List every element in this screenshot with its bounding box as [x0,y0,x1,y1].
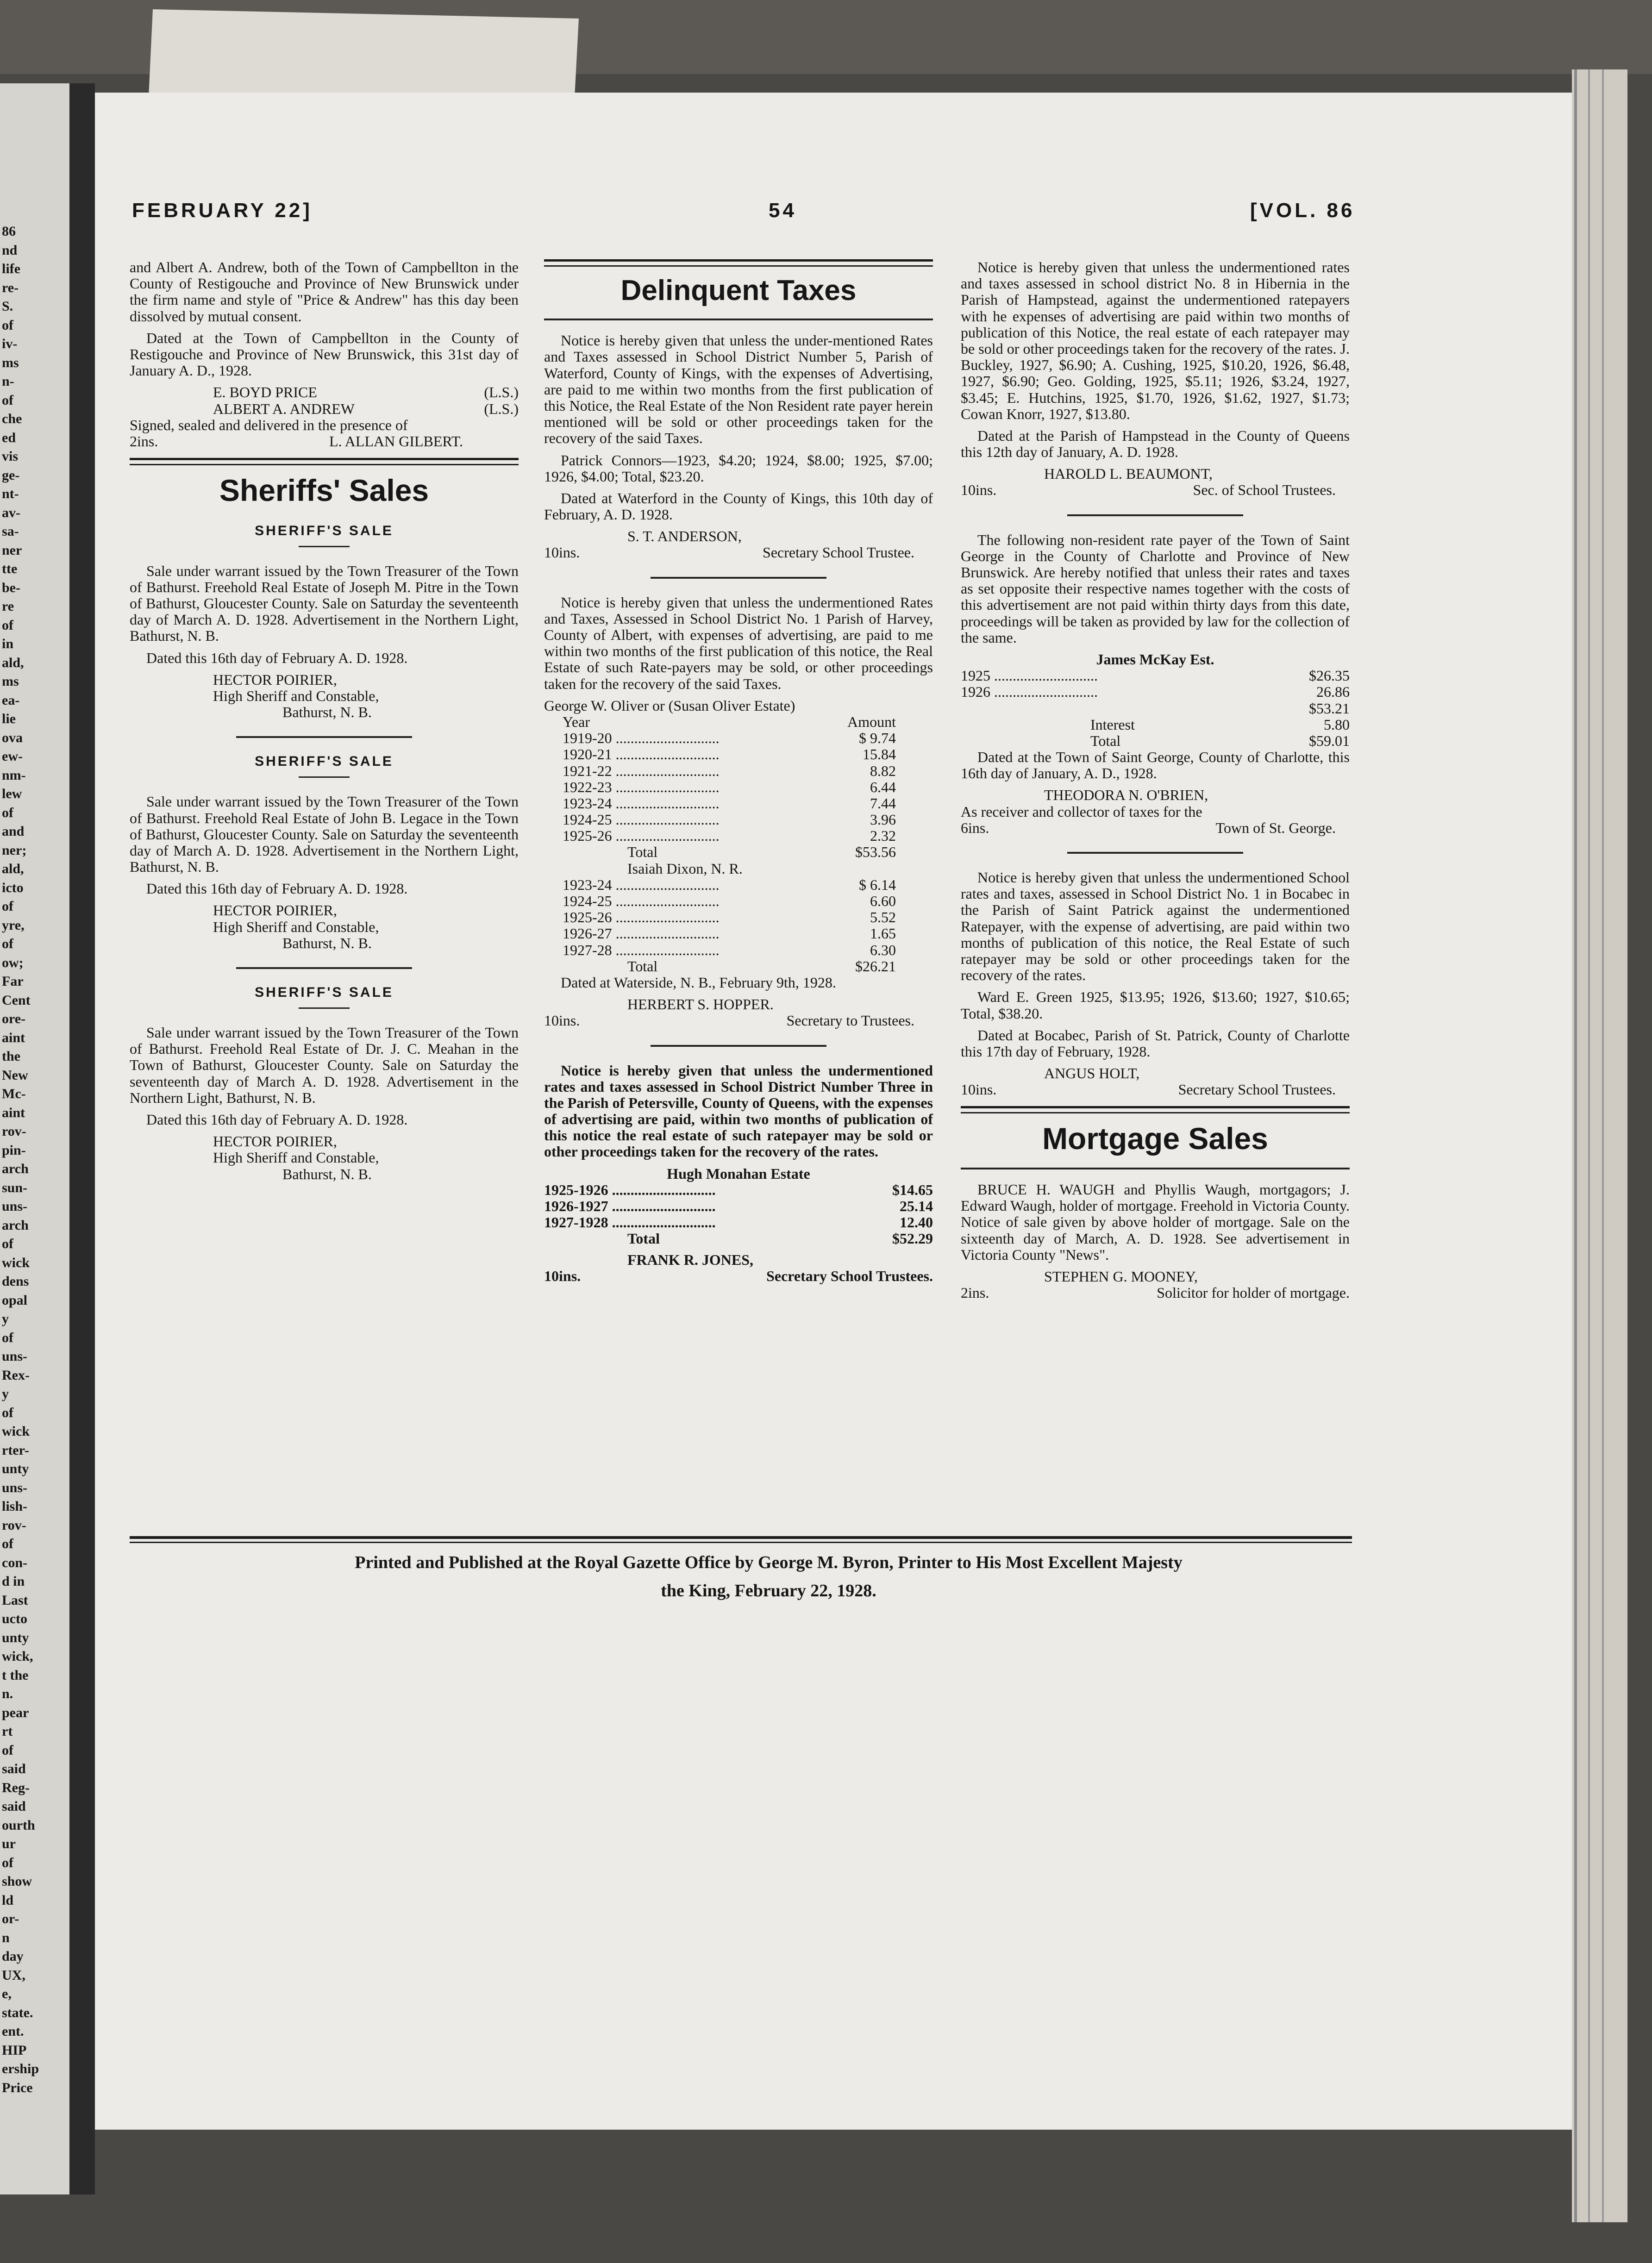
margin-fragment: arch [2,1217,29,1233]
table-row [544,942,896,958]
heading-sheriffs-sales: Sheriffs' Sales [219,473,429,508]
header-date: FEBRUARY 22] [132,199,313,222]
sheriff-sale-text: Sale under warrant issued by the Town Treasurer of the Town of Bathurst. Freehold Real Estate of Dr. J. C. Meahan in the Town of Bathurst, Gloucester County. Sale on Saturday the seventeenth day of March A. D. 1928. Advertisement in the Northern Light, Bathurst, N. B. [130,1024,519,1106]
row-year: 1927-1928 ............................ [544,1214,716,1231]
margin-fragment: ms [2,674,19,689]
row-year: 1921-22 ............................ [563,762,720,779]
margin-fragment: opal [2,1292,28,1308]
margin-fragment: be- [2,580,20,595]
owner-name: Isaiah Dixon, N. R. [627,860,743,877]
margin-fragment: ership [2,2061,39,2076]
margin-fragment: state. [2,2005,33,2020]
margin-fragment: ld [2,1892,14,1908]
margin-fragment: n- [2,374,14,389]
row-year: 1926-27 ............................ [563,925,720,942]
row-amount: 7.44 [870,794,896,812]
sheriff-place: Bathurst, N. B. [282,704,372,721]
margin-fragment: ner; [2,842,27,858]
margin-fragment: UX, [2,1967,25,1983]
margin-fragment: of [2,936,13,951]
header-page-number: 54 [769,199,797,222]
table-row [544,893,896,909]
margin-fragment: said [2,1799,26,1814]
margin-fragment: of [2,1330,13,1345]
table-row [544,795,896,812]
owner-name: James McKay Est. [1096,650,1214,668]
margin-fragment: of [2,392,13,408]
margin-fragment: unty [2,1630,29,1645]
margin-fragment: of [2,805,13,820]
sheriff-sale-3 [130,985,519,1182]
partnership-dated: Dated at the Town of Campbellton in the County of Restigouche and Province of New Brunswick, this 31st day of January A. D., 1928. [130,329,519,379]
row-amount: $14.65 [892,1181,933,1198]
notice-mortgage: BRUCE H. WAUGH and Phyllis Waugh, mortgagors; J. Edward Waugh, holder of mortgage. Freehold in Victoria County. Notice of sale given by above holder of mortgage. Sale on the sixteenth day of March, A. D. 1928. See advertisement in Victoria County "News". STEPHEN G. MOONEY, 2ins. Solicitor for holder of mortgage. [961,1181,1350,1301]
margin-fragment: of [2,1855,13,1870]
row-year: 1926-1927 ............................ [544,1198,716,1214]
row-amount: 25.14 [900,1198,933,1214]
margin-fragment: arch [2,1161,29,1176]
margin-fragment: re- [2,280,19,295]
heading-mortgage-sales: Mortgage Sales [1042,1121,1268,1156]
margin-fragment: nt- [2,486,19,501]
row-amount: 15.84 [863,746,896,763]
signature-line-1: E. BOYD PRICE (L.S.) [213,384,519,401]
sheriff-role: High Sheriff and Constable, [213,687,379,704]
margin-fragment: y [2,1386,9,1401]
row-year: 1925-26 ............................ [563,909,720,926]
margin-fragment: ner [2,542,22,558]
margin-fragment: lish- [2,1499,28,1514]
margin-fragment: of [2,1742,13,1758]
margin-fragment: Last [2,1592,28,1608]
row-year: 1926 ............................ [961,683,1098,700]
tax-table-mckay [961,668,1350,700]
margin-fragment: che [2,411,22,426]
column-3 [961,259,1350,1301]
paper-scrap [148,9,579,106]
notice-saint-george: The following non-resident rate payer of the Town of Saint George in the County of Charlotte and Province of New Brunswick. Are hereby notified that unless their rates and taxes as set opposite their respective names together with the costs of this advertisement are not paid within thirty days from this date, proceedings will be taken as provided by law for the collection of the same. James McKay Est. 1925 ............................ $26.35 1926 ............................ 26.86 $53.21 Interest 5.80 Total $59.01 Dated at the Town of Saint George, County of Charlotte, this 16th day of January, A. D., 1928. THEODORA N. O'BRIEN, As receiver and collector of taxes for the 6ins. Town of St. George. [961,531,1350,836]
sheriff-sale-text: Sale under warrant issued by the Town Treasurer of the Town of Bathurst. Freehold Real Estate of John B. Legace in the Town of Bathurst, Gloucester County. Sale on Saturday the seventeenth day of March A. D. 1928. Advertisement in the Northern Light, Bathurst, N. B. [130,793,519,875]
margin-fragment: tte [2,561,18,576]
margin-fragment: Reg- [2,1780,30,1795]
margin-fragment: ew- [2,749,23,764]
margin-fragment: of [2,1405,13,1420]
margin-fragment: rov- [2,1517,26,1533]
sheriff-name: HECTOR POIRIER, [213,1133,337,1150]
margin-fragment: of [2,1536,13,1551]
sheriff-role: High Sheriff and Constable, [213,918,379,935]
row-year: 1919-20 ............................ [563,730,720,747]
signer-name: THEODORA N. O'BRIEN, [1044,787,1208,804]
header-volume: [VOL. 86 [1250,199,1355,222]
margin-fragment: ur [2,1836,16,1851]
margin-fragment: ourth [2,1817,35,1833]
margin-fragment: ore- [2,1011,26,1026]
column-2 [544,259,933,1284]
margin-fragment: wick [2,1424,30,1439]
row-amount: 12.40 [900,1214,933,1231]
row-amount: 6.60 [870,893,896,909]
margin-fragment: of [2,899,13,914]
table-row [544,925,896,942]
margin-fragment: pin- [2,1142,26,1158]
margin-fragment: yre, [2,917,25,933]
margin-fragment: New [2,1067,28,1083]
margin-fragment: iv- [2,336,18,351]
margin-fragment: rter- [2,1442,29,1458]
margin-fragment: icto [2,880,24,895]
row-year: 1924-25 ............................ [563,893,720,909]
table-row [544,1214,933,1231]
margin-fragment: uns- [2,1199,28,1214]
sheriff-sale-dated: Dated this 16th day of February A. D. 1928. [146,880,408,897]
margin-fragment: S. [2,299,13,314]
margin-fragment: lie [2,711,16,726]
margin-fragment: con- [2,1555,27,1570]
row-year: 1923-24 ............................ [563,876,720,893]
margin-fragment: Far [2,974,24,989]
row-year: 1923-24 ............................ [563,794,720,812]
margin-fragment: t the [2,1667,29,1683]
margin-fragment: uns- [2,1349,28,1364]
notice-petersville: Notice is hereby given that unless the undermentioned rates and taxes assessed in School District Number Three in the Parish of Petersville, County of Queens, with the expenses of advertising are paid, within two months of publication of this notice the real estate of such ratepayer may be sold or other proceedings taken for the recovery of the rates. Hugh Monahan Estate 1925-1926 ............................ $14.65 1926-1927 ............................ 25.14 1927-1928 ............................ 12.40 Total $52.29 FRANK R. JONES, 10ins. Secretary School Trustees. [544,1062,933,1284]
margin-fragment: wick [2,1255,30,1270]
margin-fragment: wick, [2,1649,33,1664]
margin-fragment: or- [2,1911,19,1926]
margin-fragment: y [2,1311,9,1326]
row-year: 1924-25 ............................ [563,811,720,828]
margin-fragment: aint [2,1105,25,1120]
sheriff-sale-title: SHERIFF'S SALE [255,754,394,769]
margin-fragment: nm- [2,767,26,783]
row-amount: 6.30 [870,941,896,958]
table-row [544,746,896,763]
page-stack-edge [1572,69,1627,2222]
margin-fragment: ow; [2,955,24,970]
table-row [544,828,896,844]
margin-fragment: uns- [2,1480,28,1495]
margin-fragment: of [2,1236,13,1251]
margin-fragment: life [2,261,20,276]
margin-fragment: ed [2,430,16,445]
margin-fragment: of [2,317,13,333]
margin-fragment: sa- [2,524,19,539]
margin-fragment: vis [2,449,19,464]
notice-hampstead: Notice is hereby given that unless the undermentioned rates and taxes assessed in school district No. 8 in Hibernia in the Parish of Hampstead, against the undermentioned ratepayers with he expenses of advertising are paid within two months of publication of this Notice, the real estate of each ratepayer may be sold or other proceedings taken for the recovery of the rates. J. Buckley, 1927, $6.90; A. Cushing, 1925, $10.20, 1926, $6.48, 1927, $6.90; Geo. Golding, 1925, $5.11; 1926, $3.24, 1927, $3.45; E. Hutchins, 1925, $1.70, 1926, $1.62, 1927, $1.73; Cowan Knorr, 1927, $13.80. Dated at the Parish of Hampstead in the County of Queens this 12th day of January, A. D. 1928. HAROLD L. BEAUMONT, 10ins. Sec. of School Trustees. [961,259,1350,499]
margin-fragment: said [2,1761,26,1776]
row-year: 1920-21 ............................ [563,746,720,763]
margin-fragment: the [2,1049,20,1064]
column-1 [130,259,519,1182]
signer-name: ANGUS HOLT, [1044,1065,1140,1082]
margin-fragment: e, [2,1986,12,2001]
sheriff-sale-dated: Dated this 16th day of February A. D. 1928. [146,1111,408,1128]
owner-name: George W. Oliver or (Susan Oliver Estate) [544,697,795,714]
heading-delinquent-taxes: Delinquent Taxes [620,275,857,306]
partnership-notice-text: and Albert A. Andrew, both of the Town of Campbellton in the County of Restigouche and Province of New Brunswick under the firm name and style of "Price & Andrew" has this day been dissolved by mutual consent. [130,259,519,325]
left-page-edge [0,83,69,2194]
margin-fragment: Mc- [2,1086,26,1101]
margin-fragment: re [2,599,14,614]
sheriff-place: Bathurst, N. B. [282,934,372,951]
margin-fragment: Cent [2,992,31,1008]
margin-fragment: Price [2,2080,33,2095]
row-amount: 2.32 [870,827,896,844]
margin-fragment: of [2,617,13,633]
sheriff-sale-1 [130,523,519,721]
owner-name: Hugh Monahan Estate [667,1165,810,1182]
margin-fragment: n. [2,1686,13,1701]
row-amount: $ 9.74 [859,730,896,747]
margin-fragment: and [2,824,25,839]
row-amount: $26.35 [1309,667,1350,684]
signature-line-2: ALBERT A. ANDREW (L.S.) [213,400,519,417]
row-year: 1925-26 ............................ [563,827,720,844]
margin-fragment: ea- [2,692,20,708]
row-year: 1925 ............................ [961,667,1098,684]
notice-waterford: Notice is hereby given that unless the under-mentioned Rates and Taxes assessed in School District Number 5, Parish of Waterford, County of Kings, with the expenses of Advertising, are paid to me within two months from the first publication of this Notice, the Real Estate of the Non Resident rate payer herein mentioned will be sold or other proceedings taken for the recovery of the said Taxes. Patrick Connors—1923, $4.20; 1924, $8.00; 1925, $7.00; 1926, $4.00; Total, $23.20. Dated at Waterford in the County of Kings, this 10th day of February, A. D. 1928. S. T. ANDERSON, 10ins. Secretary School Trustee. [544,332,933,561]
table-row [544,763,896,779]
table-row [544,877,896,893]
tax-table-oliver [544,730,933,844]
margin-fragment: ms [2,355,19,370]
margin-fragment: rov- [2,1124,26,1139]
margin-fragment: day [2,1949,24,1964]
row-year: 1927-28 ............................ [563,941,720,958]
table-row [544,730,896,746]
footer-imprint: Printed and Published at the Royal Gazette Office by George M. Byron, Printer to His Most Excellent Majesty the King, February 22, 1928. [355,1553,1183,1600]
row-amount: 8.82 [870,762,896,779]
row-amount: 26.86 [1316,683,1350,700]
margin-fragment: dens [2,1274,29,1289]
sheriff-place: Bathurst, N. B. [282,1165,372,1182]
row-year: 1925-1926 ............................ [544,1181,716,1198]
row-year: 1922-23 ............................ [563,778,720,795]
margin-fragment: lew [2,786,22,801]
table-row [544,779,896,795]
signer-name: FRANK R. JONES, [627,1251,754,1268]
margin-fragment: n [2,1930,10,1945]
margin-fragment: av- [2,505,20,520]
margin-fragment: show [2,1874,32,1889]
sheriff-role: High Sheriff and Constable, [213,1149,379,1166]
sheriff-sale-title: SHERIFF'S SALE [255,523,394,538]
margin-fragment: d in [2,1574,25,1589]
table-row [544,909,896,925]
sheriff-sale-2 [130,754,519,951]
margin-fragment: ova [2,730,23,745]
signer-name: HERBERT S. HOPPER. [627,996,774,1013]
sheriff-sale-text: Sale under warrant issued by the Town Treasurer of the Town of Bathurst. Freehold Real Estate of Joseph M. Pitre in the Town of Bathurst, Gloucester County. Sale on Saturday the seventeenth day of March A. D. 1928. Advertisement in the Northern Light, Bathurst, N. B. [130,562,519,644]
margin-fragment: unty [2,1461,29,1476]
margin-fragment: HIP [2,2042,27,2058]
margin-fragment: in [2,636,14,651]
signer-name: HAROLD L. BEAUMONT, [1044,465,1213,482]
margin-fragment: ent. [2,2024,24,2039]
tax-table-dixon [544,877,933,958]
sheriff-sale-title: SHERIFF'S SALE [255,985,394,1000]
margin-fragment: ald, [2,655,24,670]
table-row [544,812,896,828]
signer-name: S. T. ANDERSON, [627,528,742,545]
row-amount: 1.65 [870,925,896,942]
margin-fragment: aint [2,1030,25,1045]
table-row [961,668,1350,684]
row-amount: 3.96 [870,811,896,828]
sheriff-name: HECTOR POIRIER, [213,671,337,688]
margin-fragment: Rex- [2,1367,30,1383]
margin-fragment: sun- [2,1180,28,1195]
margin-fragment: ge- [2,467,20,483]
table-row [961,684,1350,700]
section-rule [130,458,519,460]
tax-table-monahan [544,1182,933,1231]
margin-fragment: 86 [2,224,16,239]
margin-fragment: ucto [2,1611,27,1626]
margin-fragment: rt [2,1724,13,1739]
sheriff-name: HECTOR POIRIER, [213,902,337,919]
signer-name: STEPHEN G. MOONEY, [1044,1268,1198,1285]
table-row [544,1198,933,1214]
signed-text: Signed, sealed and delivered in the presence of [130,416,408,433]
row-amount: $ 6.14 [859,876,896,893]
sheriff-sale-dated: Dated this 16th day of February A. D. 1928. [146,649,408,666]
row-amount: 6.44 [870,778,896,795]
margin-fragment: ald, [2,861,24,876]
margin-fragment: nd [2,242,18,258]
footer-rule [130,1536,1352,1539]
notice-bocabec: Notice is hereby given that unless the undermentioned School rates and taxes, assessed in School District No. 1 in Bocabec in the Parish of Saint Patrick against the undermentioned Ratepayer, with the expense of advertising, are paid within two months of publication of this notice, the Real Estate of such ratepayer may be sold or other proceedings taken for the recovery of the rates. Ward E. Green 1925, $13.95; 1926, $13.60; 1927, $10.65; Total, $38.20. Dated at Bocabec, Parish of St. Patrick, County of Charlotte this 17th day of February, 1928. ANGUS HOLT, 10ins. Secretary School Trustees. [961,869,1350,1098]
table-row [544,1182,933,1198]
margin-fragment: pear [2,1705,29,1720]
row-amount: 5.52 [870,909,896,926]
witness-line: 2ins. L. ALLAN GILBERT. [130,432,463,450]
notice-harvey: Notice is hereby given that unless the undermentioned Rates and Taxes, Assessed in School District No. 1 Parish of Harvey, County of Albert, with expenses of advertising, are paid to me within two months of the first publication of this notice, the Real Estate of such Rate-payers may be sold, or other proceedings taken for the recovery of the said Taxes. George W. Oliver or (Susan Oliver Estate) Year Amount 1919-20 ............................ $ 9.74 1920-21 ............................ 15.84 1921-22 ............................ 8.82 1922-23 ............................ 6.44 1923-24 ............................ 7.44 1924-25 ............................ 3.96 1925-26 ............................ 2.32 Total $53.56 Isaiah Dixon, N. R. 1923-24 ............................ $ 6.14 1924-25 ............................ 6.60 1925-26 ............................ 5.52 1926-27 ............................ 1.65 1927-28 ............................ 6.30 Total $26.21 Dated at Waterside, N. B., February 9th, 1928. HERBERT S. HOPPER. 10ins. Secretary to Trustees. [544,594,933,1029]
